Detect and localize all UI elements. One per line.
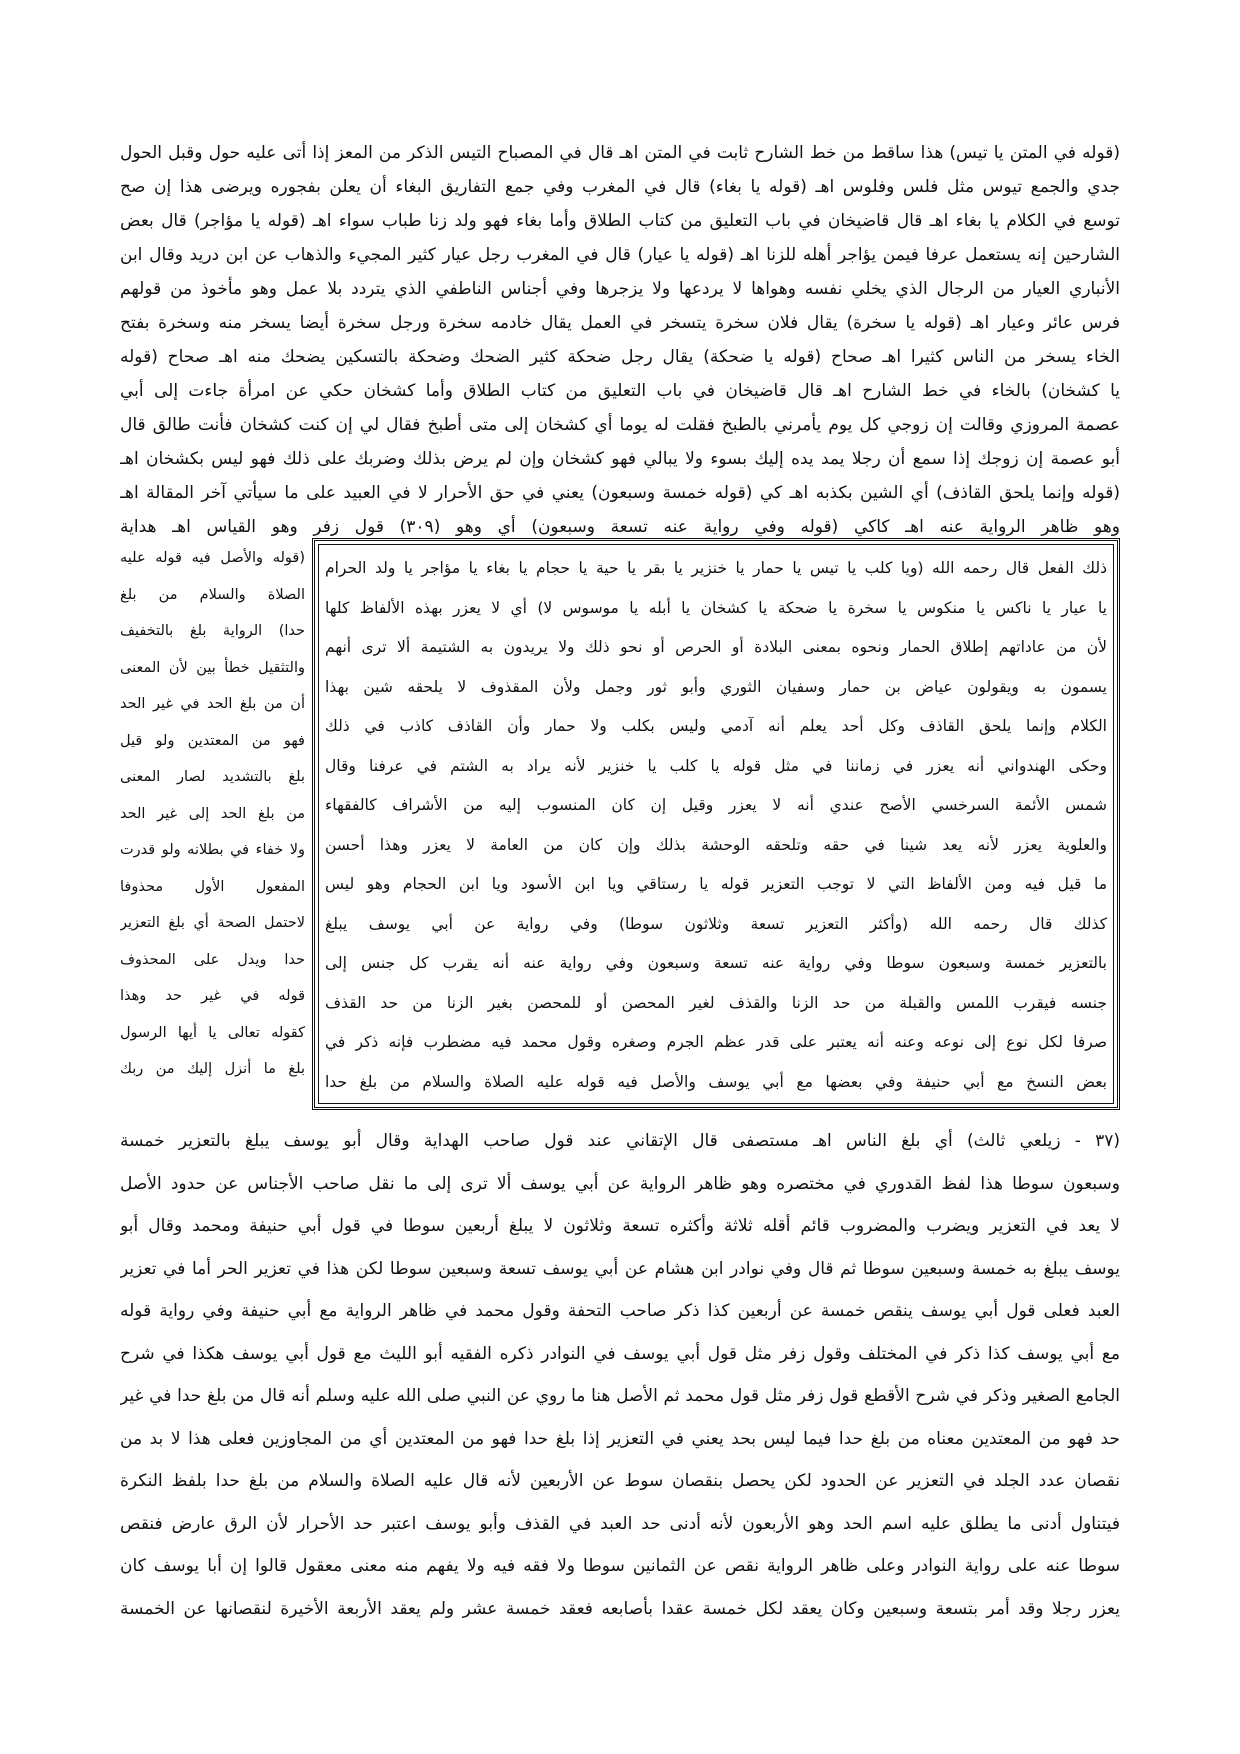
main-text-line: ذلك الفعل قال رحمه الله (ويا كلب يا تيس يا حمار يا خنزير يا بقر يا حية يا حجام يا بغاء يا مؤاجر يا ولد الحرام — [325, 559, 1107, 577]
margin-note-line: كقوله تعالى يا أيها الرسول — [120, 1024, 305, 1041]
commentary-line: حد فهو من المعتدين معناه من بلغ حدا فيما ليس بحد يعني في التعزير إذا بلغ حدا فهو من المعتدين أي من المجاوزين فعلى هذا لا بد من — [120, 1428, 1120, 1449]
margin-note-line: ولا خفاء في بطلانه ولو قدرت — [120, 842, 305, 858]
main-text-line: شمس الأئمة السرخسي الأصح عندي أنه لا يعزر وقيل إن كان المنسوب إليه من الأشراف كالفقهاء — [325, 796, 1107, 814]
margin-note-line: الصلاة والسلام من بلغ — [120, 586, 305, 603]
main-text-line: يسمون به ويقولون عياض بن حمار وسفيان الثوري وأبو ثور وجمل ولأن المقذوف لا يلحقه شين بهذا — [325, 677, 1107, 696]
margin-note-line: (قوله والأصل فيه قوله عليه — [120, 550, 305, 566]
margin-note-line: حدا ويدل على المحذوف — [120, 951, 305, 968]
main-text-line: يا عيار يا ناكس يا منكوس يا سخرة يا ضحكة يا كشخان يا أبله يا موسوس لا) أي لا يعزر بهذه الألفاظ كلها — [325, 598, 1107, 617]
commentary-line: يوسف يبلغ به خمسة وسبعين سوطا ثم قال وفي نوادر ابن هشام عن أبي يوسف تسعة وسبعين سوطا لكن هذا في تعزير الحر أما في تعزير — [120, 1258, 1120, 1279]
commentary-line: (قوله في المتن يا تيس) هذا ساقط من خط الشارح ثابت في المتن اهـ قال في المصباح التيس الذكر من المعز إذا أتى عليه حول وقبل الحول — [120, 143, 1120, 163]
main-text-line: لأن من عاداتهم إطلاق الحمار ونحوه بمعنى البلادة أو الحرص أو نحو ذلك ولا يريدون به الشتيمة ألا ترى أنهم — [325, 638, 1107, 656]
commentary-line: جدي والجمع تيوس مثل فلس وفلوس اهـ (قوله يا بغاء) قال في المغرب وفي جمع التفاريق البغاء أن يعلن بفجوره ويرضى هذا إن صح — [120, 177, 1120, 197]
main-text-line: كذلك قال رحمه الله (وأكثر التعزير تسعة وثلاثون سوطا) وفي رواية عن أبي يوسف يبلغ — [325, 914, 1107, 933]
margin-note-line: لاحتمل الصحة أي بلغ التعزير — [120, 915, 305, 931]
main-text-line: بالتعزير خمسة وسبعون سوطا وفي رواية عنه تسعة وسبعون وفي رواية عنه أنه يقرب كل جنس إلى — [325, 954, 1107, 972]
main-text-line: صرفا لكل نوع إلى نوعه وعنه أنه يعتبر على قدر عظم الجرم وصغره وقول محمد فيه مضطرب فإنه ذكر في — [325, 1033, 1107, 1051]
commentary-line: لا يعد في التعزير ويضرب والمضروب قائم أقله ثلاثة وأكثره تسعة وثلاثون لا يبلغ أربعين سوطا في قول أبي حنيفة ومحمد وقال أبو — [120, 1216, 1120, 1236]
margin-note-line: بلغ ما أنزل إليك من ربك — [120, 1061, 305, 1077]
main-text-frame — [312, 538, 1120, 1110]
commentary-line: (٣٧ - زيلعي ثالث) أي بلغ الناس اهـ مستصفى قال الإتقاني عند قول صاحب الهداية وقال أبو يوسف يبلغ بالتعزير خمسة — [120, 1131, 1120, 1151]
commentary-line: يعزر رجلا وقد أمر بتسعة وسبعين وكان يعقد لكل خمسة عقدا بأصابعه فعقد خمسة عشر ولم يعقد الأربعة الأخيرة لنقصانها عن الخمسة — [120, 1598, 1120, 1619]
main-text-line: الكلام وإنما يلحق القاذف وكل أحد يعلم أنه آدمي وليس بكلب ولا حمار وأن القاذف كاذب في ذلك — [325, 717, 1107, 735]
commentary-line: توسع في الكلام يا بغاء اهـ قال قاضيخان في باب التعليق من كتاب الطلاق وأما بغاء فهو ولد زنا طباب سواء اهـ (قوله يا مؤاجر) قال بعض — [120, 211, 1120, 231]
commentary-line: نقصان عدد الجلد في التعزير عن الحدود لكن يحصل بنقصان سوط عن الأربعين لأنه قال عليه الصلاة والسلام من بلغ حدا بلفظ النكرة — [120, 1471, 1120, 1491]
margin-note-line: قوله في غير حد وهذا — [120, 988, 305, 1004]
main-text-line: ما قيل فيه ومن الألفاظ التي لا توجب التعزير قوله يا رستاقي ويا ابن الأسود ويا ابن الحجام وهو ليس — [325, 875, 1107, 893]
commentary-line: الجامع الصغير وذكر في شرح الأقطع قول زفر مثل قول محمد ثم الأصل هنا ما روي عن النبي صلى الله عليه وسلم أنه قال من بلغ حدا في غير — [120, 1386, 1120, 1406]
commentary-line: وهو ظاهر الرواية عنه اهـ كاكي (قوله وفي رواية عنه تسعة وسبعون) أي وهو (٣٠٩) قول زفر وهو القياس اهـ هداية — [120, 517, 1120, 537]
commentary-line: أبو عصمة إن زوجك إذا سمع أن رجلا يمد يده إليك بسوء ولا يبالي فهو كشخان وإن لم يرض بذلك وضربك على ذلك فهو ليس بكشخان اهـ — [120, 449, 1120, 469]
margin-note-line: حدا) الرواية بلغ بالتخفيف — [120, 623, 305, 639]
margin-note-line: أن من بلغ الحد في غير الحد — [120, 696, 305, 712]
margin-note-column — [120, 540, 305, 1088]
commentary-line: الشارحين إنه يستعمل عرفا فيمن يؤاجر أهله للزنا اهـ (قوله يا عيار) قال في المغرب رجل عيار كثير المجيء والذهاب عن ابن دريد وقال ابن — [120, 245, 1120, 265]
commentary-line: عصمة المروزي وقالت إن زوجي كل يوم يأمرني بالطبخ فقلت له يوما أي كشخان إلى متى أطبخ فقال لي إن كنت كشخان فأنت طالق قال — [120, 415, 1120, 435]
commentary-line: فرس عائر وعيار اهـ (قوله يا سخرة) يقال فلان سخرة يتسخر في العمل يقال خادمه سخرة ورجل سخرة أيضا يسخر منه وسخرة بفتح — [120, 313, 1120, 333]
margin-note-line: من بلغ الحد إلى غير الحد — [120, 805, 305, 822]
margin-note-line: فهو من المعتدين ولو قيل — [120, 732, 305, 749]
commentary-line: فيتناول أدنى ما يطلق عليه اسم الحد وهو الأربعون لأنه أدنى حد العبد في القذف وأبو يوسف اعتبر حد الأحرار لأن الرق عارض فنقص — [120, 1513, 1120, 1534]
commentary-top — [120, 136, 1120, 544]
margin-note-line: المفعول الأول محذوفا — [120, 878, 305, 895]
margin-note-line: بلغ بالتشديد لصار المعنى — [120, 769, 305, 785]
commentary-line: (قوله وإنما يلحق القاذف) أي الشين بكذبه اهـ كي (قوله خمسة وسبعون) يعني في حق الأحرار لا في العبيد على ما سيأتي آخر المقالة اهـ — [120, 483, 1120, 503]
commentary-line: وسبعون سوطا هذا لفظ القدوري في مختصره وهو ظاهر الرواية عن أبي يوسف ألا ترى إلى ما نقل صاحب الأجناس عن حدود الأصل — [120, 1173, 1120, 1194]
commentary-line: يا كشخان) بالخاء في خط الشارح اهـ قال قاضيخان في باب التعليق من كتاب الطلاق وأما كشخان حكي عن امرأة جاءت إلى أبي — [120, 381, 1120, 401]
commentary-line: مع أبي يوسف كذا ذكر في المختلف وقول زفر مثل قول أبي يوسف في النوادر ذكره الفقيه أبو الليث مع قول أبي يوسف هكذا في شرح — [120, 1343, 1120, 1364]
commentary-line: الخاء يسخر من الناس كثيرا اهـ صحاح (قوله يا ضحكة) يقال رجل ضحكة كثير الضحك وضحكة بالتسكين يضحك منه اهـ صحاح (قوله — [120, 347, 1120, 367]
commentary-bottom — [120, 1120, 1120, 1630]
main-text-line: جنسه فيقرب اللمس والقبلة من حد الزنا والقذف لغير المحصن أو للمحصن بغير الزنا من حد القذف — [325, 993, 1107, 1012]
main-text-line: وحكى الهندواني أنه يعزر في زماننا في مثل قوله يا كلب يا خنزير لأنه يراد به الشتم في عرفنا وقال — [325, 756, 1107, 775]
main-text-lines — [325, 549, 1107, 1102]
commentary-line: العبد فعلى قول أبي يوسف ينقص خمسة عن أربعين كذا ذكر صاحب التحفة وقول محمد في ظاهر الرواية مع أبي حنيفة وفي رواية قوله — [120, 1301, 1120, 1321]
main-text-line: والعلوية يعزر لأنه يعد شينا في حقه وتلحقه الوحشة بذلك وإن كان من العامة لا يعزر وهذا أحسن — [325, 835, 1107, 854]
margin-note-line: والتثقيل خطأ بين لأن المعنى — [120, 659, 305, 676]
commentary-line: سوطا عنه على رواية النوادر وعلى ظاهر الرواية نقص عن الثمانين سوطا ولا فقه فيه ولا يفهم منه معنى معقول قالوا إن أبا يوسف كان — [120, 1556, 1120, 1576]
commentary-line: الأنباري العيار من الرجال الذي يخلي نفسه وهواها لا يردعها ولا يزجرها وفي أجناس الناطفي الذي يتردد بلا عمل وهو مأخوذ من قولهم — [120, 279, 1120, 299]
main-text-line: بعض النسخ مع أبي حنيفة وفي بعضها مع أبي يوسف والأصل فيه قوله عليه الصلاة والسلام من بلغ حدا — [325, 1072, 1107, 1091]
